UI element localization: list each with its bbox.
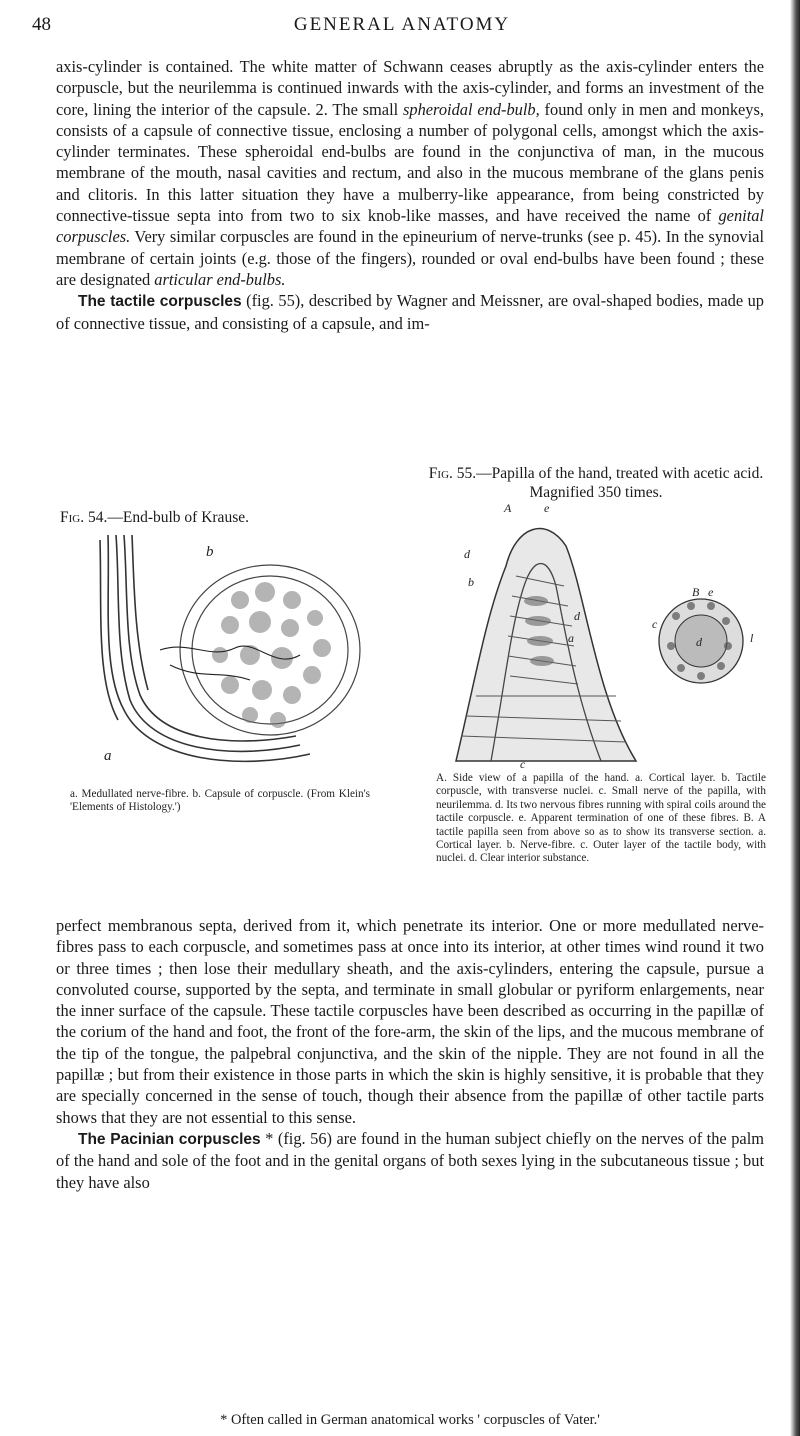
page-number: 48 — [32, 14, 51, 35]
fig54-title-text: —End-bulb of Krause. — [107, 509, 249, 526]
fig54-letter-a: a — [104, 748, 112, 764]
papilla-drawing — [416, 496, 766, 771]
para1-text-b: found only in men and monkeys, consists of a capsule of connective tissue, enclosing a number of polygonal cells, amongst which the axis-cylinder terminates. These spheroidal end-bulbs are found in the conjunctiva of man, in the mucous membrane of the mouth, nasal cavities and rectum, and also in the mucous membrane of the glans penis and clitoris. In this latter situation they have a mulberry-like appearance, from being constricted by connective-tissue septa into from two to six knob-like masses, and have received the name of — [56, 99, 764, 226]
fig55-label: Fig. 55. — [428, 465, 477, 482]
fig55-letter-l-right: l — [750, 631, 754, 645]
fig54-caption: a. Medullated nerve-fibre. b. Capsule of corpuscle. (From Klein's 'Elements of Histology.') — [70, 788, 370, 814]
fig54-illustration — [60, 530, 370, 770]
fig55-letter-e-right: e — [708, 585, 714, 599]
running-title: GENERAL ANATOMY — [293, 14, 511, 35]
para1-text-c: Very similar corpuscles are found in the epineurium of nerve-trunks (see p. 45). In the synovial membrane of certain joints (e.g. those of the fingers), rounded or oval end-bulbs have been found ; these are designated — [56, 227, 764, 289]
body-text-bottom — [56, 915, 764, 1193]
para4-text: * (fig. 56) are found in the human subject chiefly on the nerves of the palm of the hand and sole of the foot and in the genital organs of both sexes lying in the subcutaneous tissue ; but they have also — [56, 1128, 765, 1192]
fig55-letter-b-left: b — [468, 575, 474, 589]
fig54-letter-b: b — [206, 544, 214, 560]
fig55-letter-d-mid: d — [574, 609, 580, 623]
para1-term-articular: articular end-bulbs. — [154, 269, 286, 289]
fig55-letter-c-right: c — [652, 617, 658, 631]
para2-heading: The tactile corpuscles — [78, 293, 242, 311]
fig55-letter-c: c — [520, 757, 526, 771]
fig55-letter-d-left: d — [464, 547, 470, 561]
para1-text: axis-cylinder is contained. The white matter of Schwann ceases abruptly as the axis-cylinder enters the corpuscle, but the neurilemma is continued inwards with the axis-cylinder, and forms an investment of the core, lining the interior of the capsule. 2. The small — [56, 57, 764, 119]
fig54-label: Fig. 54. — [60, 509, 108, 526]
body-text-top — [56, 56, 764, 334]
para3-text: perfect membranous septa, derived from it, which penetrate its interior. One or more medullated nerve-fibres pass to each corpuscle, and sometimes pass at once into its interior, at other times wind round it two or three times ; then lose their medullary sheath, and the axis-cylinders, entering the capsule, pursue a convoluted course, supported by the septa, and terminate in small globular or pyriform enlargements, near the inner surface of the capsule. These tactile corpuscles have been described as occurring in the papillæ of the corium of the hand and foot, the front of the fore-arm, the skin of the lips, and the mucous membrane of the tip of the tongue, the palpebral conjunctiva, and the skin of the nipple. They are not found in all the papillæ ; but from their existence in those parts in which the skin is highly sensitive, it is probable that they are specially concerned in the sense of touch, though their absence from the papillæ of other tactile parts shows that they are not essential to this sense. — [56, 916, 764, 1127]
fig55-illustration — [416, 496, 766, 771]
page-header — [32, 14, 772, 42]
para2-text: (fig. 55), described by Wagner and Meissner, are oval-shaped bodies, made up of connective tissue, and consisting of a capsule, and im- — [56, 291, 764, 333]
fig55-letter-d-right: d — [696, 635, 702, 649]
fig55-letter-B: B — [692, 585, 700, 599]
para1-term-spheroidal: spheroidal end-bulb, — [403, 99, 540, 119]
end-bulb-drawing — [60, 530, 370, 770]
fig55-letter-a-mid: a — [568, 631, 574, 645]
fig55-caption: A. Side view of a papilla of the hand. a. Cortical layer. b. Tactile corpuscle, with transverse nuclei. c. Small nerve of the papilla, with neurilemma. d. Its two nervous fibres running with spiral coils around the tactile corpuscle. e. Apparent termination of one of these fibres. B. A tactile papilla seen from above so as to show its transverse section. a. Cortical layer. b. Nerve-fibre. c. Outer layer of the tactile body, with nuclei. d. Clear interior substance. — [436, 772, 766, 865]
fig55-title-text: —Papilla of the hand, treated with acetic acid. Magnified 350 times. — [476, 465, 764, 501]
fig55-letter-e: e — [544, 501, 550, 515]
page-edge-shadow — [790, 0, 800, 1436]
para1-term-genital: genital corpuscles. — [56, 206, 764, 247]
footnote: * Often called in German anatomical works ' corpuscles of Vater.' — [220, 1412, 600, 1428]
para4-heading: The Pacinian corpuscles — [78, 1130, 261, 1148]
fig54-title — [60, 508, 360, 527]
fig55-letter-A: A — [504, 501, 512, 515]
